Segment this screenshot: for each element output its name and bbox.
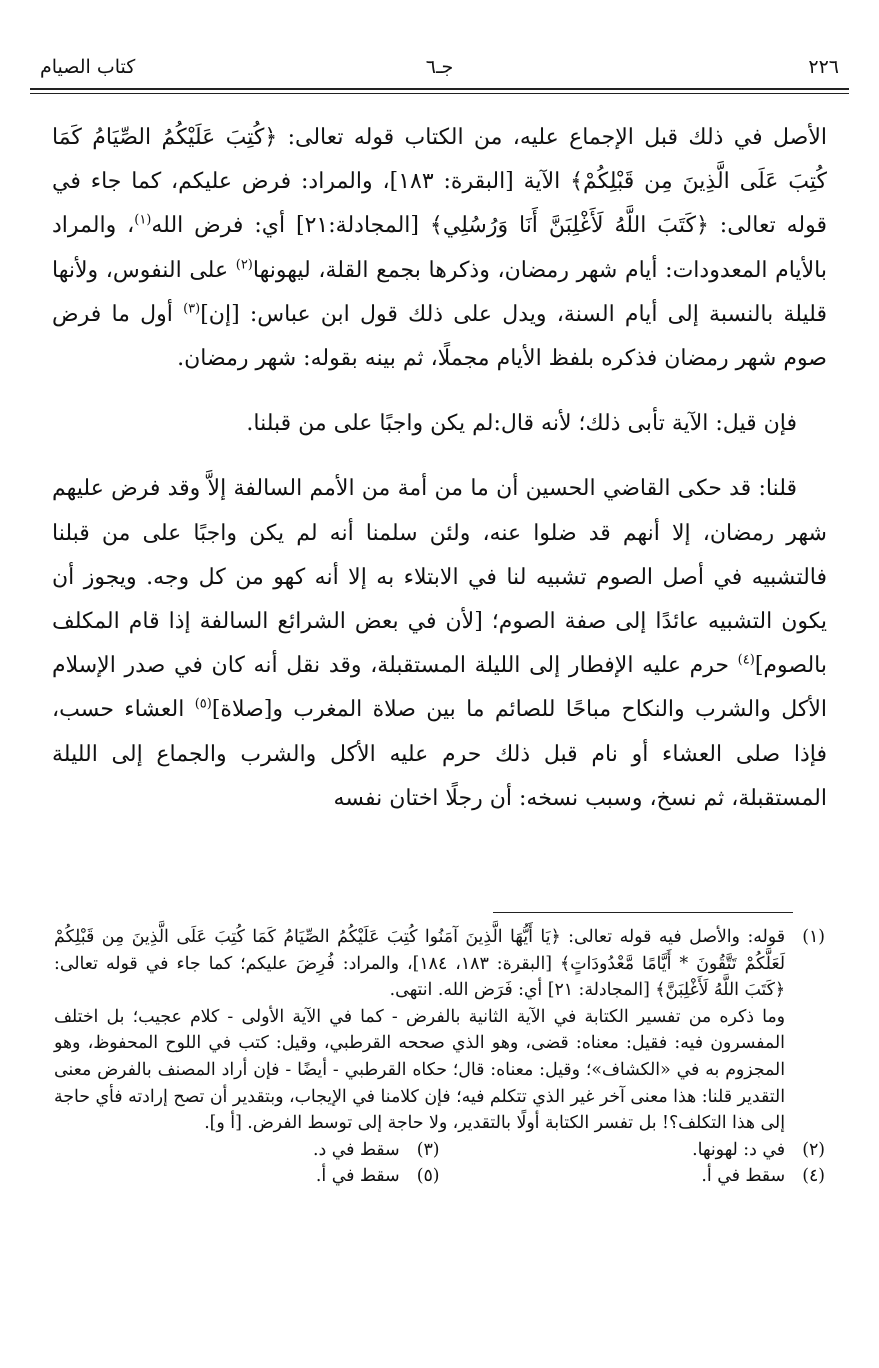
paragraph-1: [52, 116, 827, 381]
footnote-number: (٢): [802, 1139, 825, 1160]
volume-label: جـ٦: [425, 56, 454, 78]
footnote-number: (٤): [802, 1166, 825, 1187]
footnote-text: سقط في أ.: [315, 1166, 400, 1187]
footnote-row: [54, 1137, 825, 1164]
header-rule: [30, 88, 849, 90]
footnote-text: قوله: والأصل فيه قوله تعالى: ﴿يَا أَيُّهَا الَّذِينَ آمَنُوا كُتِبَ عَلَيْكُمُ الصِّيَامُ كَمَا كُتِبَ عَلَى الَّذِينَ مِن قَبْلِكُمْ لَعَلَّكُمْ تَتَّقُونَ * أَيَّامًا مَّعْدُودَاتٍ﴾ [البقرة: ١٨٣، ١٨٤]، والمراد: فُرِضَ عليكم؛ كما جاء في قوله تعالى: ﴿كَتَبَ اللَّهُ لَأَغْلِبَنَّ﴾ [المجادلة: ٢١] أي: فَرَض الله. انتهى.: [54, 927, 785, 1001]
footnote-separator: [493, 912, 793, 913]
paragraph-text: ، والمراد بالأيام المعدودات: أيام شهر رمضان، وذكرها بجمع القلة، ليهونها: [52, 213, 827, 283]
footnote-text: سقط في د.: [313, 1139, 400, 1160]
footnote-ref-4: (٤): [737, 652, 755, 668]
footnote-row: [54, 1163, 825, 1190]
paragraph-text: الأصل في ذلك قبل الإجماع عليه، من الكتاب قوله تعالى: ﴿كُتِبَ عَلَيْكُمُ الصِّيَامُ كَمَا كُتِبَ عَلَى الَّذِينَ مِن قَبْلِكُمْ﴾ الآية [البقرة: ١٨٣]، والمراد: فرض عليكم، كما جاء في قوله تعالى: ﴿كَتَبَ اللَّهُ لَأَغْلِبَنَّ أَنَا وَرُسُلِي﴾ [المجادلة:٢١] أي: فرض الله: [52, 125, 827, 239]
footnote-ref-3: (٣): [183, 301, 201, 317]
footnote-2: [440, 1137, 826, 1164]
footnote-1: [54, 924, 825, 1137]
paragraph-text: قلنا: قد حكى القاضي الحسين أن ما من أمة من الأمم السالفة إلاَّ وقد فرض عليهم شهر رمضان، إلا أنهم قد ضلوا عنه، ولئن سلمنا أنه لم يكن واجبًا على من قبلنا فالتشبيه في أصل الصوم تشبيه لنا في الابتلاء به إلا أنه كهو من كل وجه. ويجوز أن يكون التشبيه عائدًا إلى صفة الصوم؛ [لأن في بعض الشرائع السالفة إذا قام المكلف بالصوم]: [52, 476, 827, 679]
footnote-5: [54, 1163, 440, 1190]
paragraph-text: العشاء حسب، فإذا صلى العشاء أو نام قبل ذلك حرم عليه الأكل والشرب والجماع إلى الليلة المستقبلة، ثم نسخ، وسبب نسخه: أن رجلًا اختان نفسه: [52, 697, 827, 811]
paragraph-3: [52, 467, 827, 821]
footnote-number: (٥): [416, 1166, 440, 1187]
paragraph-text: حرم عليه الإفطار إلى الليلة المستقبلة، وقد نقل أنه كان في صدر الإسلام الأكل والشرب والنكاح مباحًا للصائم ما بين صلاة المغرب و[صلاة]: [52, 653, 827, 723]
paragraph-2: فإن قيل: الآية تأبى ذلك؛ لأنه قال:لم يكن واجبًا على من قبلنا.: [246, 411, 797, 437]
page-number: ٢٢٦: [808, 56, 839, 78]
footnote-ref-5: (٥): [194, 697, 212, 713]
footnote-ref-2: (٢): [235, 257, 253, 273]
footnote-text: في د: لهونها.: [692, 1139, 785, 1160]
book-title: كتاب الصيام: [40, 56, 136, 78]
footnote-3: [54, 1137, 440, 1164]
footnote-text: سقط في أ.: [701, 1166, 785, 1187]
footnote-number: (٣): [416, 1139, 440, 1160]
main-text: [52, 116, 827, 821]
footnote-ref-1: (١): [134, 213, 152, 229]
paragraph-text: على النفوس، ولأنها قليلة بالنسبة إلى أيام السنة، ويدل على ذلك قول ابن عباس: [إن]: [52, 257, 827, 327]
header-rule-thin: [30, 93, 849, 94]
footnote-text: وما ذكره من تفسير الكتابة في الآية الثانية بالفرض - كما في الآية الأولى - كلام عجيب؛ بل اختلف المفسرون فيه: فقيل: معناه: قضى، وهو الذي صححه القرطبي، وقيل: كتب في اللوح المحفوظ، وهو المجزوم به في «الكشاف»؛ وقيل: معناه: قال؛ حكاه القرطبي - أيضًا - فإن أراد المصنف بالفرض معنى التقدير قلنا: هذا معنى آخر غير الذي تتكلم فيه؛ فإن كلامنا في الإيجاب، وبتقدير أن تصح إرادته فأي حاجة إلى هذا التكلف؟! بل تفسر الكتابة أولًا بالتقدير، ولا حاجة إلى توسط الفرض. [أ و].: [54, 1006, 785, 1134]
page-header: [30, 50, 849, 90]
footnote-number: (١): [802, 927, 825, 947]
footnote-4: [440, 1163, 826, 1190]
footnotes: [54, 924, 825, 1190]
paragraph-text: أول ما فرض صوم شهر رمضان فذكره بلفظ الأيام مجملًا، ثم بينه بقوله: شهر رمضان.: [52, 301, 827, 372]
